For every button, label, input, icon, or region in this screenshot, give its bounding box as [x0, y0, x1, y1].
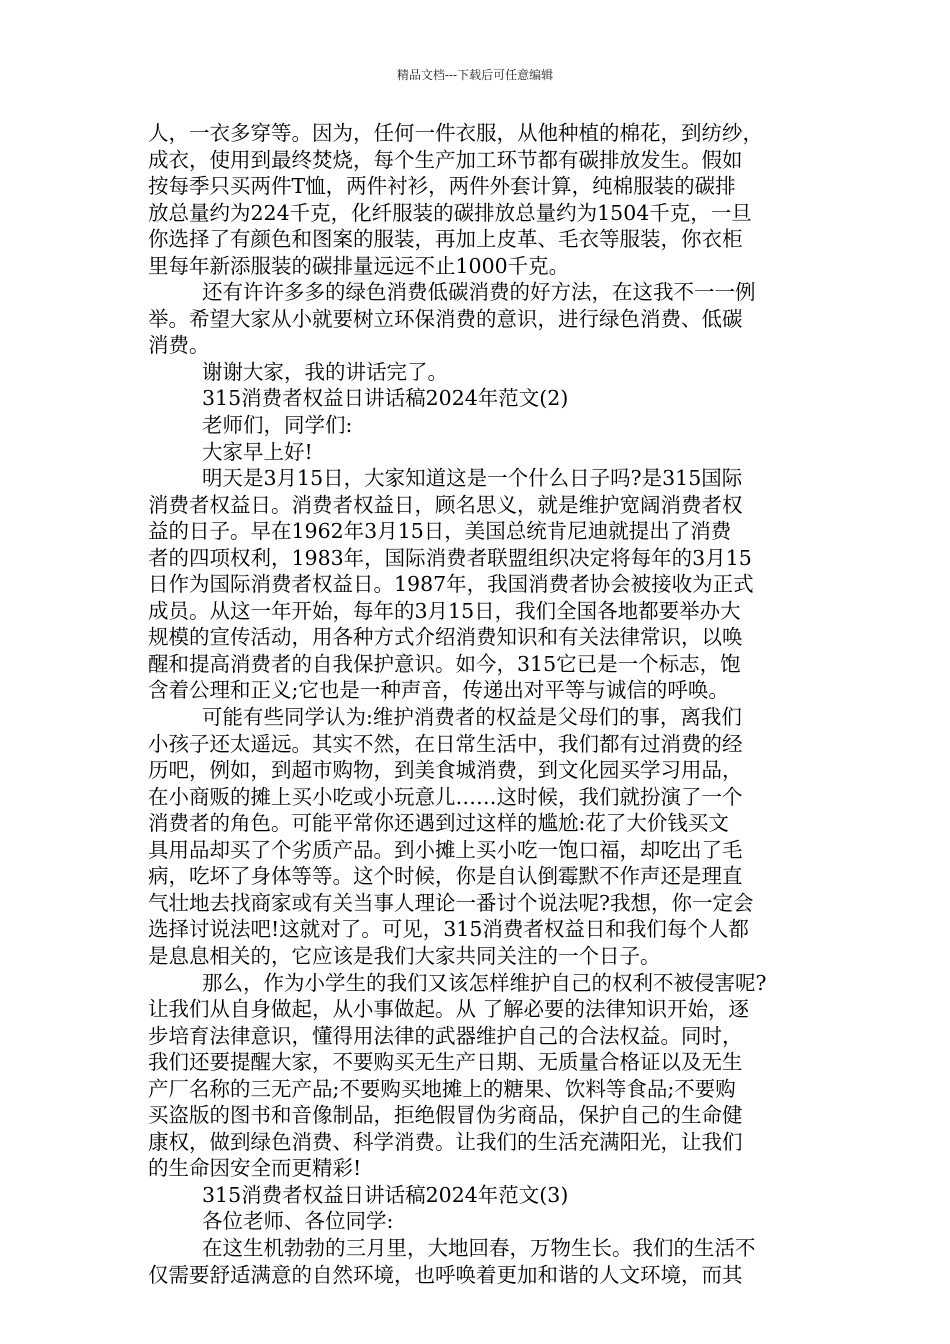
text-line: 我们还要提醒大家，不要购买无生产日期、无质量合格证以及无生 — [148, 1050, 743, 1075]
text-line: 成衣，使用到最终焚烧，每个生产加工环节都有碳排放发生。假如 — [148, 147, 743, 172]
text-line: 可能有些同学认为:维护消费者的权益是父母们的事，离我们 — [202, 705, 742, 730]
text-line: 谢谢大家，我的讲话完了。 — [202, 359, 448, 384]
text-line: 举。希望大家从小就要树立环保消费的意识，进行绿色消费、低碳 — [148, 306, 743, 331]
text-line: 大家早上好! — [202, 439, 313, 464]
text-line: 让我们从自身做起，从小事做起。从 了解必要的法律知识开始，逐 — [148, 997, 750, 1022]
text-line: 那么，作为小学生的我们又该怎样维护自己的权利不被侵害呢? — [202, 970, 767, 995]
text-line: 含着公理和正义;它也是一种声音，传递出对平等与诚信的呼唤。 — [148, 678, 729, 703]
text-line: 选择讨说法吧!这就对了。可见，315消费者权益日和我们每个人都 — [148, 917, 749, 942]
text-line: 按每季只买两件T恤，两件衬衫，两件外套计算，纯棉服装的碳排 — [148, 174, 736, 199]
text-line: 在这生机勃勃的三月里，大地回春，万物生长。我们的生活不 — [202, 1235, 756, 1260]
text-line: 老师们，同学们: — [202, 413, 353, 438]
text-line: 仅需要舒适满意的自然环境，也呼唤着更加和谐的人文环境，而其 — [148, 1262, 743, 1287]
text-line: 人，一衣多穿等。因为，任何一件衣服，从他种植的棉花，到纺纱， — [148, 121, 763, 145]
text-line: 历吧，例如，到超市购物，到美食城消费，到文化园买学习用品， — [148, 758, 743, 783]
text-line: 气壮地去找商家或有关当事人理论一番讨个说法呢?我想，你一定会 — [148, 890, 754, 915]
text-line: 规模的宣传活动，用各种方式介绍消费知识和有关法律常识，以唤 — [148, 625, 743, 650]
document-body — [148, 120, 808, 1288]
text-line: 成员。从这一年开始，每年的3月15日，我们全国各地都要举办大 — [148, 598, 741, 623]
text-line: 醒和提高消费者的自我保护意识。如今，315它已是一个标志，饱 — [148, 651, 741, 676]
text-line: 315消费者权益日讲话稿2024年范文(3) — [202, 1182, 569, 1207]
text-line: 步培育法律意识，懂得用法律的武器维护自己的合法权益。同时， — [148, 1023, 743, 1048]
text-line: 益的日子。早在1962年3月15日，美国总统肯尼迪就提出了消费 — [148, 519, 732, 544]
text-line: 里每年新添服装的碳排量远远不止1000千克。 — [148, 253, 570, 278]
text-line: 放总量约为224千克，化纤服装的碳排放总量约为1504千克，一旦 — [148, 200, 752, 225]
text-line: 的生命因安全而更精彩! — [148, 1156, 362, 1181]
text-line: 你选择了有颜色和图案的服装，再加上皮革、毛衣等服装，你衣柜 — [148, 227, 743, 252]
text-line: 具用品却买了个劣质产品。到小摊上买小吃一饱口福，却吃出了毛 — [148, 837, 743, 862]
text-line: 消费。 — [148, 333, 210, 358]
text-line: 是息息相关的，它应该是我们大家共同关注的一个日子。 — [148, 943, 661, 968]
text-line: 各位老师、各位同学: — [202, 1209, 394, 1234]
text-line: 在小商贩的摊上买小吃或小玩意儿……这时候，我们就扮演了一个 — [148, 784, 743, 809]
text-line: 产厂名称的三无产品;不要购买地摊上的糖果、饮料等食品;不要购 — [148, 1076, 736, 1101]
text-line: 康权，做到绿色消费、科学消费。让我们的生活充满阳光，让我们 — [148, 1129, 743, 1154]
text-line: 者的四项权利，1983年，国际消费者联盟组织决定将每年的3月15 — [148, 545, 752, 570]
text-line: 买盗版的图书和音像制品，拒绝假冒伪劣商品，保护自己的生命健 — [148, 1103, 743, 1128]
text-line: 日作为国际消费者权益日。1987年，我国消费者协会被接收为正式 — [148, 572, 754, 597]
text-line: 315消费者权益日讲话稿2024年范文(2) — [202, 386, 569, 411]
text-line: 小孩子还太遥远。其实不然，在日常生活中，我们都有过消费的经 — [148, 731, 743, 756]
text-line: 明天是3月15日，大家知道这是一个什么日子吗?是315国际 — [202, 466, 743, 491]
text-line: 消费者的角色。可能平常你还遇到过这样的尴尬:花了大价钱买文 — [148, 811, 729, 836]
text-line: 消费者权益日。消费者权益日，顾名思义，就是维护宽阔消费者权 — [148, 492, 743, 517]
text-line: 病，吃坏了身体等等。这个时候，你是自认倒霉默不作声还是理直 — [148, 864, 743, 889]
page-header: 精品文档---下载后可任意编辑 — [396, 68, 554, 82]
text-line: 还有许许多多的绿色消费低碳消费的好方法，在这我不一一例 — [202, 280, 756, 305]
